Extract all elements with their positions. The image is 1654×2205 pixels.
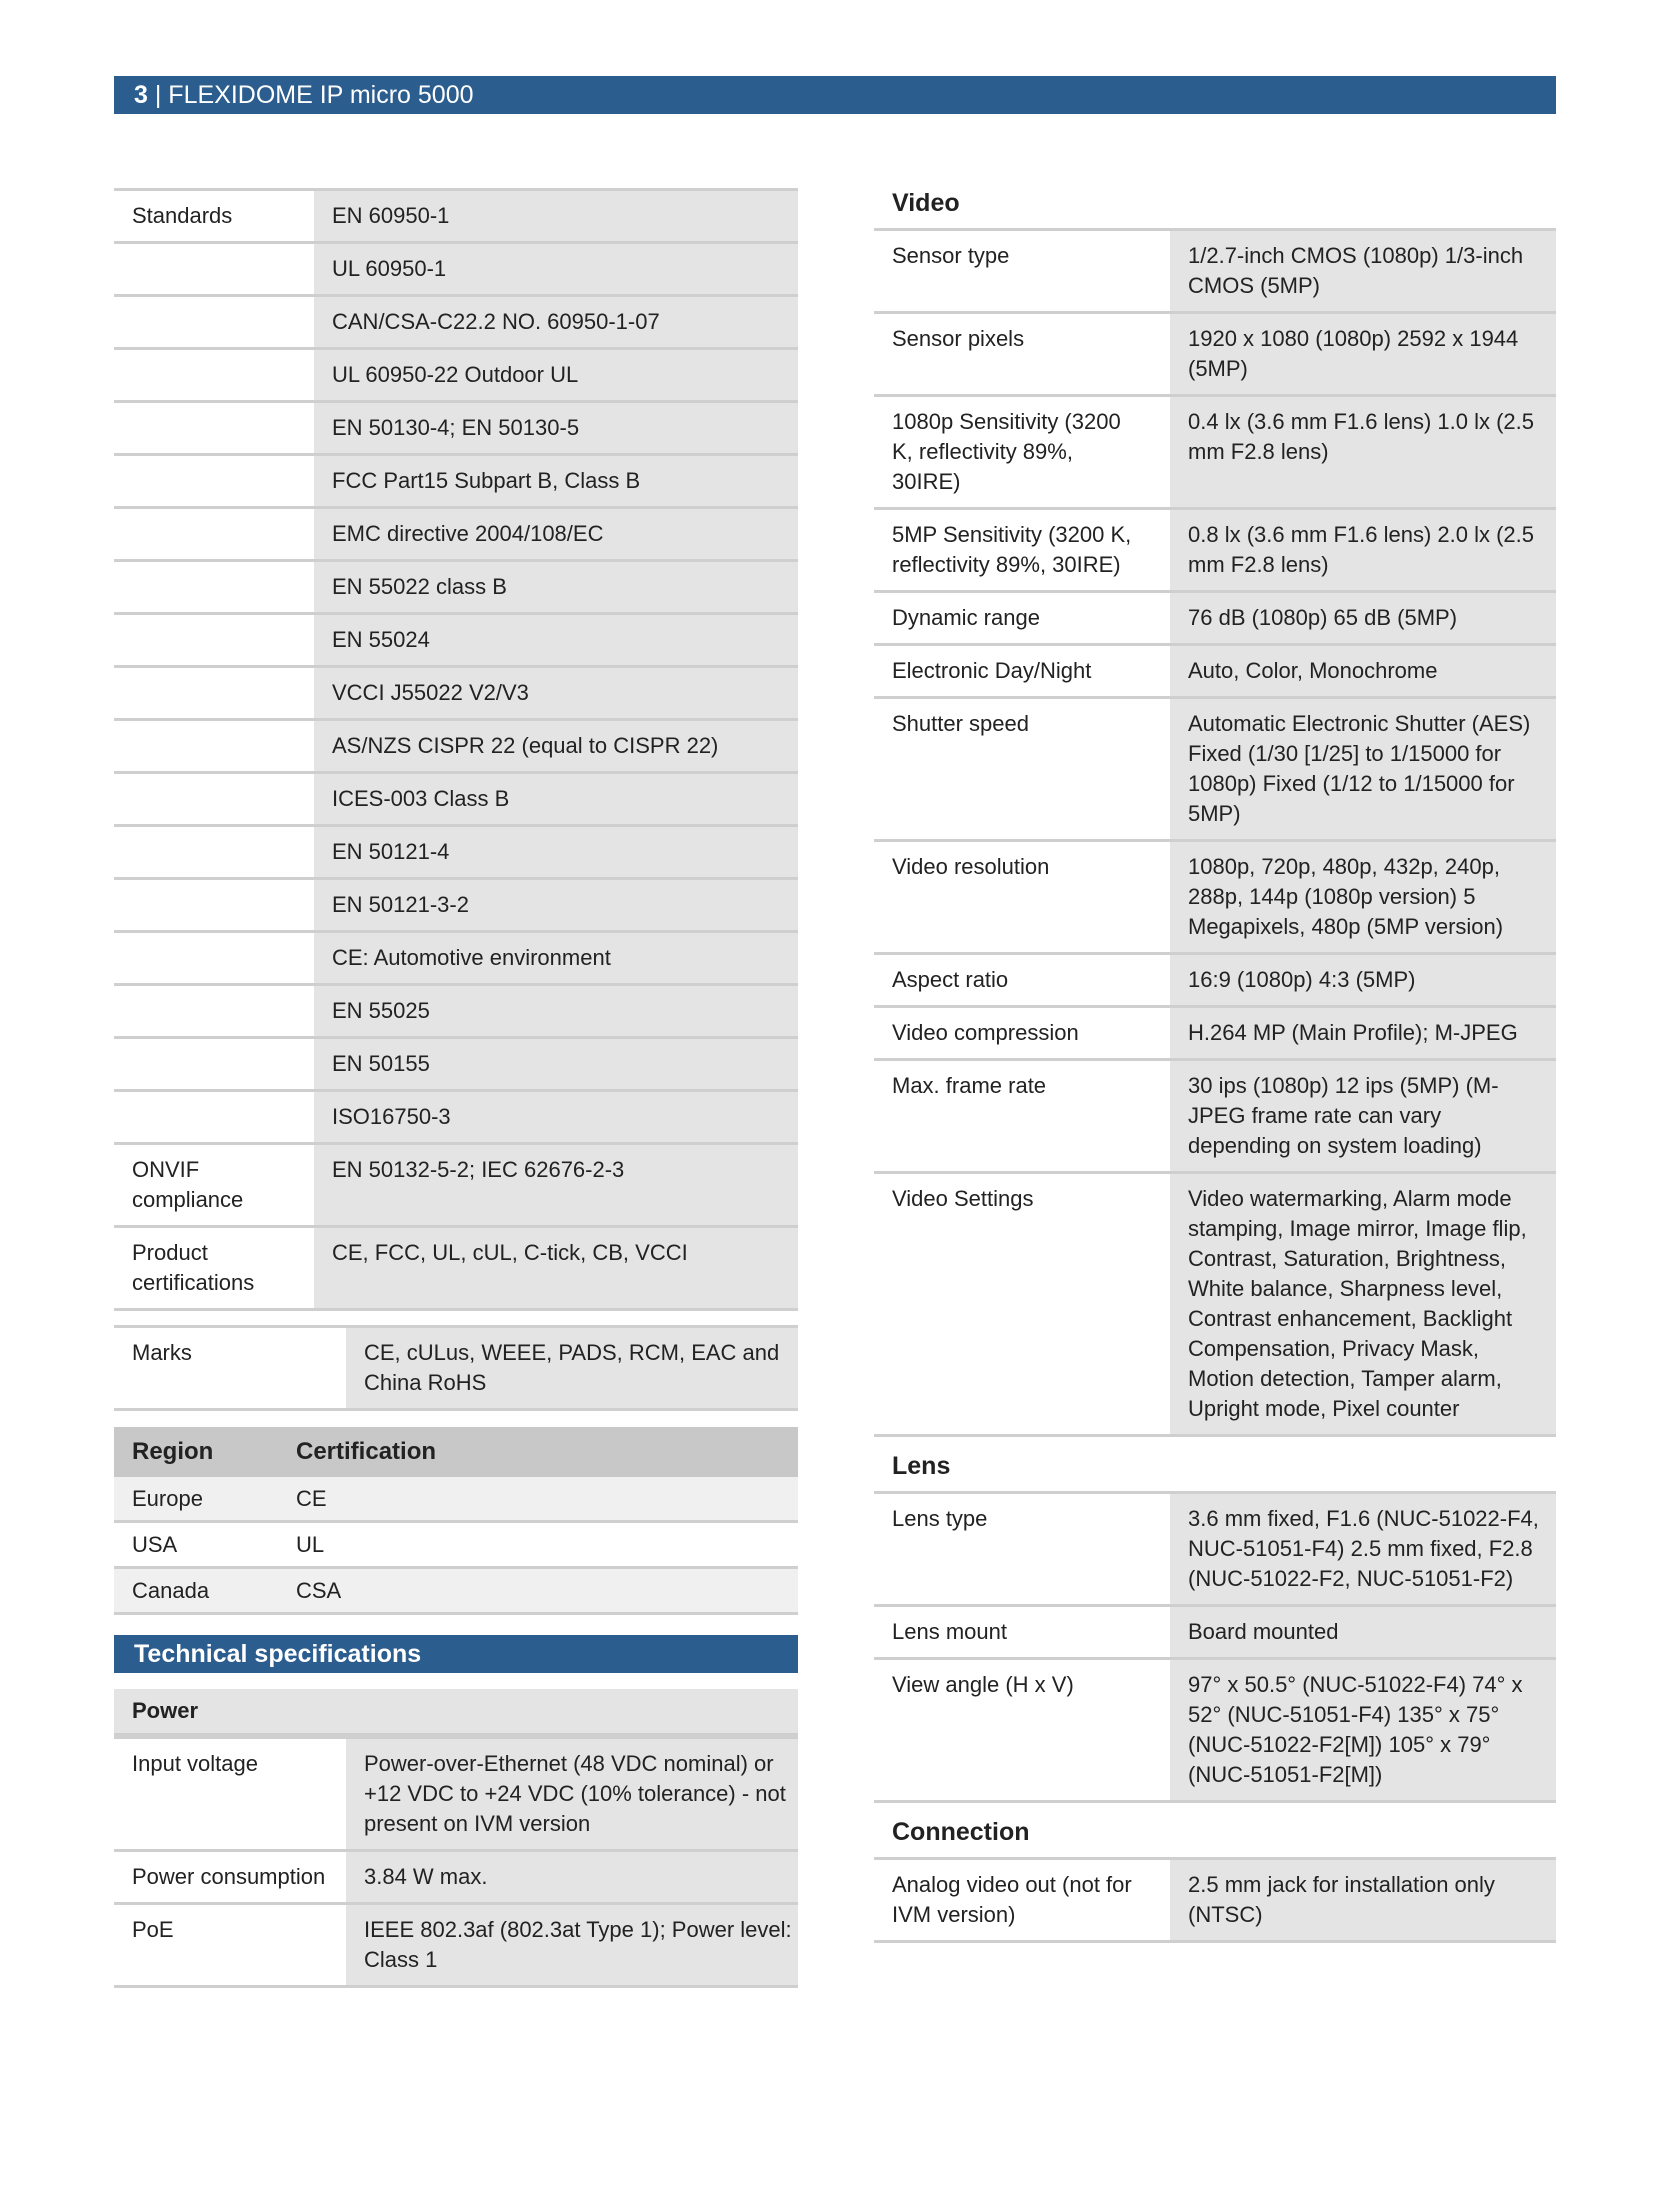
table-row <box>114 1477 798 1522</box>
standard-item: CAN/CSA-C22.2 NO. 60950-1-07 <box>314 296 798 349</box>
spec-label: 5MP Sensitivity (3200 K, reflectivity 89%, 30IRE) <box>874 509 1170 592</box>
video-section-title: Video <box>874 178 1556 231</box>
region-cell: USA <box>114 1522 278 1568</box>
table-row <box>114 349 798 402</box>
empty-label-cell <box>114 561 314 614</box>
spec-value: 2.5 mm jack for installation only (NTSC) <box>1170 1860 1556 1942</box>
table-row <box>114 985 798 1038</box>
product-cert-label: Product certifications <box>114 1227 314 1310</box>
spec-value: 0.8 lx (3.6 mm F1.6 lens) 2.0 lx (2.5 mm F2.8 lens) <box>1170 509 1556 592</box>
certification-header: Certification <box>278 1427 798 1477</box>
spec-label: Sensor pixels <box>874 313 1170 396</box>
marks-value: CE, cULus, WEEE, PADS, RCM, EAC and China RoHS <box>346 1327 798 1410</box>
spec-value: 97° x 50.5° (NUC-51022-F4) 74° x 52° (NUC-51051-F4) 135° x 75° (NUC-51022-F2[M]) 105° x 79° (NUC-51051-F2[M]) <box>1170 1659 1556 1802</box>
spec-label: Power consumption <box>114 1851 346 1904</box>
spec-label: Lens type <box>874 1494 1170 1606</box>
table-row <box>874 1060 1556 1173</box>
table-row <box>114 508 798 561</box>
spec-value: H.264 MP (Main Profile); M-JPEG <box>1170 1007 1556 1060</box>
standards-label: Standards <box>114 190 314 243</box>
region-cell: Europe <box>114 1477 278 1522</box>
spec-value: 16:9 (1080p) 4:3 (5MP) <box>1170 954 1556 1007</box>
header-separator: | <box>147 81 169 109</box>
spec-value: 3.6 mm fixed, F1.6 (NUC-51022-F4, NUC-51051-F4) 2.5 mm fixed, F2.8 (NUC-51022-F2, NUC-51051-F2) <box>1170 1494 1556 1606</box>
certification-cell: UL <box>278 1522 798 1568</box>
lens-section-title: Lens <box>874 1441 1556 1494</box>
standard-item: EN 50155 <box>314 1038 798 1091</box>
spec-value: 1920 x 1080 (1080p) 2592 x 1944 (5MP) <box>1170 313 1556 396</box>
table-row <box>874 231 1556 313</box>
empty-label-cell <box>114 455 314 508</box>
empty-label-cell <box>114 826 314 879</box>
standard-item: ISO16750-3 <box>314 1091 798 1144</box>
technical-specifications-title: Technical specifications <box>114 1635 798 1673</box>
video-table <box>874 231 1556 1437</box>
spec-label: Aspect ratio <box>874 954 1170 1007</box>
spec-value: 0.4 lx (3.6 mm F1.6 lens) 1.0 lx (2.5 mm F2.8 lens) <box>1170 396 1556 509</box>
spec-value: Auto, Color, Monochrome <box>1170 645 1556 698</box>
header-title: FLEXIDOME IP micro 5000 <box>168 81 474 109</box>
marks-label: Marks <box>114 1327 346 1410</box>
standard-item: EMC directive 2004/108/EC <box>314 508 798 561</box>
standard-item: EN 60950-1 <box>314 190 798 243</box>
spec-value: Video watermarking, Alarm mode stamping, Image mirror, Image flip, Contrast, Saturation, Brightness, White balance, Sharpness level, Contrast enhancement, Backlight Compensation, Privacy Mask, Motion detection, Tamper alarm, Upright mode, Pixel counter <box>1170 1173 1556 1436</box>
table-row <box>114 243 798 296</box>
spec-label: Video Settings <box>874 1173 1170 1436</box>
spec-label: View angle (H x V) <box>874 1659 1170 1802</box>
table-row <box>114 1091 798 1144</box>
spec-label: Video resolution <box>874 841 1170 954</box>
table-row <box>114 614 798 667</box>
lens-table <box>874 1494 1556 1803</box>
standard-item: EN 50121-3-2 <box>314 879 798 932</box>
standard-item: FCC Part15 Subpart B, Class B <box>314 455 798 508</box>
table-row <box>114 667 798 720</box>
empty-label-cell <box>114 243 314 296</box>
empty-label-cell <box>114 1091 314 1144</box>
table-row <box>874 313 1556 396</box>
standard-item: AS/NZS CISPR 22 (equal to CISPR 22) <box>314 720 798 773</box>
table-row <box>114 1568 798 1614</box>
spec-label: PoE <box>114 1904 346 1987</box>
left-column <box>114 188 798 1988</box>
spec-label: Input voltage <box>114 1738 346 1851</box>
table-row <box>114 1738 798 1851</box>
spec-value: Board mounted <box>1170 1606 1556 1659</box>
table-row <box>114 1904 798 1987</box>
standard-item: ICES-003 Class B <box>314 773 798 826</box>
table-row <box>114 455 798 508</box>
empty-label-cell <box>114 349 314 402</box>
spec-label: Lens mount <box>874 1606 1170 1659</box>
table-row <box>114 720 798 773</box>
table-row <box>114 190 798 243</box>
connection-section-title: Connection <box>874 1807 1556 1860</box>
table-row <box>114 1227 798 1310</box>
standard-item: EN 55022 class B <box>314 561 798 614</box>
spec-value: 30 ips (1080p) 12 ips (5MP) (M-JPEG frame rate can vary depending on system loading) <box>1170 1060 1556 1173</box>
empty-label-cell <box>114 508 314 561</box>
product-cert-value: CE, FCC, UL, cUL, C-tick, CB, VCCI <box>314 1227 798 1310</box>
certification-cell: CE <box>278 1477 798 1522</box>
standard-item: EN 55024 <box>314 614 798 667</box>
table-row <box>114 1851 798 1904</box>
table-row <box>874 1860 1556 1942</box>
table-row <box>874 1007 1556 1060</box>
spec-label: Shutter speed <box>874 698 1170 841</box>
marks-table <box>114 1325 798 1411</box>
connection-table <box>874 1860 1556 1943</box>
table-row <box>114 1038 798 1091</box>
table-row <box>874 509 1556 592</box>
empty-label-cell <box>114 1038 314 1091</box>
standard-item: CE: Automotive environment <box>314 932 798 985</box>
region-cell: Canada <box>114 1568 278 1614</box>
table-row <box>114 826 798 879</box>
spec-value: 1080p, 720p, 480p, 432p, 240p, 288p, 144p (1080p version) 5 Megapixels, 480p (5MP version) <box>1170 841 1556 954</box>
empty-label-cell <box>114 985 314 1038</box>
standards-table <box>114 188 798 1311</box>
table-row <box>114 932 798 985</box>
spec-label: Analog video out (not for IVM version) <box>874 1860 1170 1942</box>
table-row <box>114 296 798 349</box>
marks-row <box>114 1327 798 1410</box>
table-row <box>874 645 1556 698</box>
spec-label: Electronic Day/Night <box>874 645 1170 698</box>
standard-item: EN 55025 <box>314 985 798 1038</box>
table-row <box>874 1494 1556 1606</box>
table-row <box>874 841 1556 954</box>
standard-item: UL 60950-22 Outdoor UL <box>314 349 798 402</box>
table-row <box>114 1144 798 1227</box>
spec-value: 76 dB (1080p) 65 dB (5MP) <box>1170 592 1556 645</box>
page-number: 3 <box>134 81 148 109</box>
empty-label-cell <box>114 932 314 985</box>
empty-label-cell <box>114 402 314 455</box>
spec-label: Dynamic range <box>874 592 1170 645</box>
standard-item: VCCI J55022 V2/V3 <box>314 667 798 720</box>
spec-value: 1/2.7-inch CMOS (1080p) 1/3-inch CMOS (5MP) <box>1170 231 1556 313</box>
table-row <box>874 1173 1556 1436</box>
spec-value: Automatic Electronic Shutter (AES) Fixed (1/30 [1/25] to 1/15000 for 1080p) Fixed (1/12 to 1/15000 for 5MP) <box>1170 698 1556 841</box>
empty-label-cell <box>114 296 314 349</box>
onvif-value: EN 50132-5-2; IEC 62676-2-3 <box>314 1144 798 1227</box>
region-header: Region <box>114 1427 278 1477</box>
table-row <box>114 773 798 826</box>
region-table <box>114 1427 798 1615</box>
spec-label: Sensor type <box>874 231 1170 313</box>
empty-label-cell <box>114 614 314 667</box>
onvif-label: ONVIF compliance <box>114 1144 314 1227</box>
spec-value: 3.84 W max. <box>346 1851 798 1904</box>
spec-value: Power-over-Ethernet (48 VDC nominal) or +12 VDC to +24 VDC (10% tolerance) - not present on IVM version <box>346 1738 798 1851</box>
empty-label-cell <box>114 720 314 773</box>
standard-item: EN 50130-4; EN 50130-5 <box>314 402 798 455</box>
power-table <box>114 1736 798 1988</box>
power-section-title: Power <box>114 1689 798 1736</box>
spec-label: Max. frame rate <box>874 1060 1170 1173</box>
spec-label: 1080p Sensitivity (3200 K, reflectivity 89%, 30IRE) <box>874 396 1170 509</box>
empty-label-cell <box>114 667 314 720</box>
right-column <box>874 178 1556 1943</box>
table-row <box>114 561 798 614</box>
spec-value: IEEE 802.3af (802.3at Type 1); Power level: Class 1 <box>346 1904 798 1987</box>
page-header <box>114 76 1556 114</box>
spec-label: Video compression <box>874 1007 1170 1060</box>
table-row <box>114 1522 798 1568</box>
table-row <box>874 954 1556 1007</box>
table-row <box>874 592 1556 645</box>
empty-label-cell <box>114 773 314 826</box>
table-row <box>114 879 798 932</box>
standard-item: UL 60950-1 <box>314 243 798 296</box>
region-table-header <box>114 1427 798 1477</box>
table-row <box>874 698 1556 841</box>
empty-label-cell <box>114 879 314 932</box>
certification-cell: CSA <box>278 1568 798 1614</box>
table-row <box>874 1606 1556 1659</box>
table-row <box>874 396 1556 509</box>
table-row <box>114 402 798 455</box>
standard-item: EN 50121-4 <box>314 826 798 879</box>
table-row <box>874 1659 1556 1802</box>
